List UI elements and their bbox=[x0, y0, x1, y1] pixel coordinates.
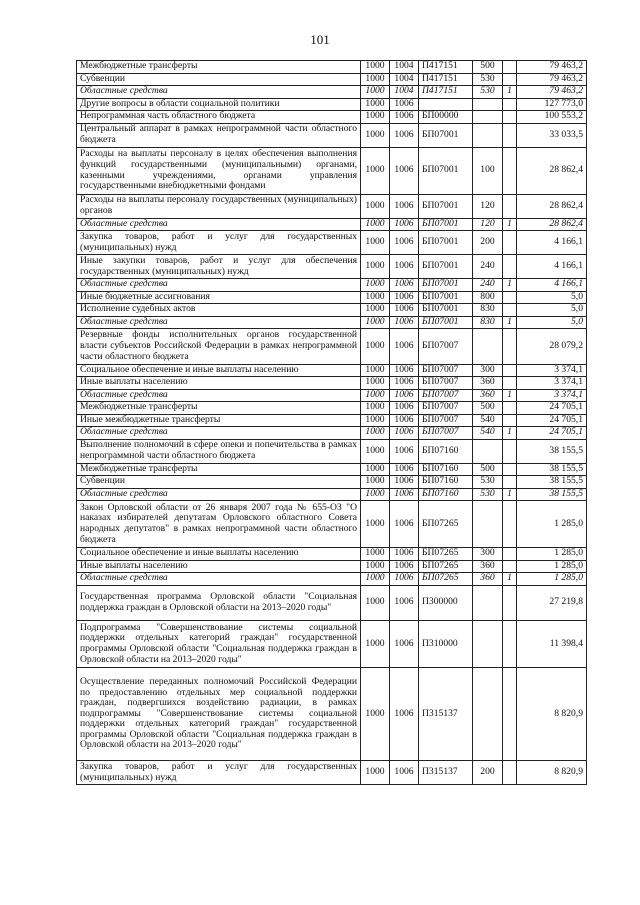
cell-amount: 3 374,1 bbox=[517, 377, 587, 390]
cell-target-item: БП07160 bbox=[419, 476, 473, 489]
cell-target-item: БП07265 bbox=[419, 501, 473, 548]
cell-funding-source bbox=[503, 621, 517, 668]
cell-amount: 24 705,1 bbox=[517, 402, 587, 415]
cell-expense-type: 200 bbox=[473, 761, 503, 785]
cell-section: 1000 bbox=[361, 621, 390, 668]
cell-funding-source: 1 bbox=[503, 218, 517, 231]
cell-name: Социальное обеспечение и иные выплаты населению bbox=[77, 364, 361, 377]
cell-subsection: 1006 bbox=[390, 548, 419, 561]
cell-target-item: БП07160 bbox=[419, 439, 473, 463]
cell-subsection: 1006 bbox=[390, 147, 419, 194]
cell-funding-source: 1 bbox=[503, 86, 517, 99]
cell-funding-source: 1 bbox=[503, 316, 517, 329]
cell-name: Иные выплаты населению bbox=[77, 560, 361, 573]
cell-expense-type: 530 bbox=[473, 476, 503, 489]
cell-expense-type: 360 bbox=[473, 389, 503, 402]
cell-subsection: 1006 bbox=[390, 329, 419, 365]
cell-subsection: 1006 bbox=[390, 389, 419, 402]
cell-name: Выполнение полномочий в сфере опеки и попечительства в рамках непрограммной части областного бюджета bbox=[77, 439, 361, 463]
cell-target-item: БП07007 bbox=[419, 427, 473, 440]
table-row-regional-funds bbox=[77, 488, 587, 501]
cell-name: Иные бюджетные ассигнования bbox=[77, 291, 361, 304]
table-row-regional-funds bbox=[77, 316, 587, 329]
cell-subsection: 1006 bbox=[390, 364, 419, 377]
cell-subsection: 1006 bbox=[390, 585, 419, 621]
cell-funding-source bbox=[503, 463, 517, 476]
cell-expense-type bbox=[473, 123, 503, 147]
cell-subsection: 1006 bbox=[390, 304, 419, 317]
cell-funding-source bbox=[503, 364, 517, 377]
cell-target-item: БП07265 bbox=[419, 548, 473, 561]
cell-name: Расходы на выплаты персоналу государственных (муниципальных) органов bbox=[77, 194, 361, 218]
cell-target-item: БП07007 bbox=[419, 364, 473, 377]
cell-expense-type bbox=[473, 668, 503, 761]
cell-expense-type bbox=[473, 329, 503, 365]
cell-funding-source bbox=[503, 255, 517, 279]
table-row-regional-funds bbox=[77, 218, 587, 231]
cell-section: 1000 bbox=[361, 573, 390, 586]
cell-expense-type bbox=[473, 621, 503, 668]
cell-target-item: П310000 bbox=[419, 621, 473, 668]
cell-subsection: 1004 bbox=[390, 61, 419, 74]
cell-section: 1000 bbox=[361, 377, 390, 390]
cell-name: Областные средства bbox=[77, 488, 361, 501]
table-row bbox=[77, 414, 587, 427]
cell-target-item: БП07001 bbox=[419, 316, 473, 329]
cell-target-item: БП07007 bbox=[419, 389, 473, 402]
cell-section: 1000 bbox=[361, 73, 390, 86]
cell-amount: 79 463,2 bbox=[517, 86, 587, 99]
cell-name: Иные межбюджетные трансферты bbox=[77, 414, 361, 427]
table-row-regional-funds bbox=[77, 279, 587, 292]
cell-amount: 4 166,1 bbox=[517, 255, 587, 279]
cell-name: Исполнение судебных актов bbox=[77, 304, 361, 317]
table-row bbox=[77, 231, 587, 255]
cell-amount: 8 820,9 bbox=[517, 761, 587, 785]
cell-funding-source: 1 bbox=[503, 389, 517, 402]
cell-amount: 1 285,0 bbox=[517, 573, 587, 586]
cell-amount: 1 285,0 bbox=[517, 501, 587, 548]
cell-section: 1000 bbox=[361, 668, 390, 761]
cell-name: Иные закупки товаров, работ и услуг для обеспечения государственных (муниципальных) нужд bbox=[77, 255, 361, 279]
cell-section: 1000 bbox=[361, 123, 390, 147]
cell-expense-type: 500 bbox=[473, 61, 503, 74]
table-row bbox=[77, 123, 587, 147]
cell-target-item: БП07001 bbox=[419, 231, 473, 255]
cell-funding-source: 1 bbox=[503, 427, 517, 440]
cell-target-item: БП07007 bbox=[419, 402, 473, 415]
cell-funding-source bbox=[503, 123, 517, 147]
cell-subsection: 1006 bbox=[390, 377, 419, 390]
cell-target-item: БП07160 bbox=[419, 488, 473, 501]
cell-expense-type: 120 bbox=[473, 194, 503, 218]
cell-funding-source bbox=[503, 402, 517, 415]
table-row bbox=[77, 476, 587, 489]
cell-name: Межбюджетные трансферты bbox=[77, 402, 361, 415]
table-row bbox=[77, 621, 587, 668]
cell-name: Центральный аппарат в рамках непрограммной части областного бюджета bbox=[77, 123, 361, 147]
cell-expense-type: 100 bbox=[473, 147, 503, 194]
table-row-regional-funds bbox=[77, 389, 587, 402]
cell-subsection: 1006 bbox=[390, 476, 419, 489]
cell-funding-source: 1 bbox=[503, 279, 517, 292]
cell-subsection: 1006 bbox=[390, 414, 419, 427]
cell-section: 1000 bbox=[361, 194, 390, 218]
cell-funding-source bbox=[503, 111, 517, 124]
table-row-regional-funds bbox=[77, 573, 587, 586]
table-row bbox=[77, 61, 587, 74]
cell-target-item: БП07007 bbox=[419, 377, 473, 390]
cell-subsection: 1006 bbox=[390, 560, 419, 573]
cell-expense-type: 540 bbox=[473, 414, 503, 427]
cell-amount: 5,0 bbox=[517, 291, 587, 304]
cell-funding-source bbox=[503, 560, 517, 573]
cell-expense-type: 360 bbox=[473, 573, 503, 586]
cell-amount: 1 285,0 bbox=[517, 560, 587, 573]
cell-target-item bbox=[419, 98, 473, 111]
cell-section: 1000 bbox=[361, 304, 390, 317]
cell-funding-source bbox=[503, 548, 517, 561]
cell-expense-type: 500 bbox=[473, 402, 503, 415]
cell-subsection: 1006 bbox=[390, 111, 419, 124]
cell-section: 1000 bbox=[361, 463, 390, 476]
cell-funding-source bbox=[503, 304, 517, 317]
cell-section: 1000 bbox=[361, 414, 390, 427]
cell-amount: 11 398,4 bbox=[517, 621, 587, 668]
cell-subsection: 1006 bbox=[390, 501, 419, 548]
cell-subsection: 1006 bbox=[390, 463, 419, 476]
cell-amount: 38 155,5 bbox=[517, 463, 587, 476]
cell-funding-source bbox=[503, 329, 517, 365]
table-row bbox=[77, 402, 587, 415]
cell-subsection: 1006 bbox=[390, 439, 419, 463]
table-row bbox=[77, 668, 587, 761]
cell-expense-type: 530 bbox=[473, 73, 503, 86]
cell-subsection: 1006 bbox=[390, 488, 419, 501]
cell-target-item: П417151 bbox=[419, 86, 473, 99]
cell-expense-type: 800 bbox=[473, 291, 503, 304]
cell-target-item: П417151 bbox=[419, 73, 473, 86]
table-row-regional-funds bbox=[77, 86, 587, 99]
cell-section: 1000 bbox=[361, 98, 390, 111]
cell-subsection: 1006 bbox=[390, 761, 419, 785]
cell-funding-source bbox=[503, 61, 517, 74]
cell-funding-source bbox=[503, 231, 517, 255]
cell-expense-type bbox=[473, 98, 503, 111]
cell-target-item: БП07160 bbox=[419, 463, 473, 476]
table-row bbox=[77, 560, 587, 573]
table-row bbox=[77, 194, 587, 218]
cell-amount: 4 166,1 bbox=[517, 279, 587, 292]
cell-amount: 127 773,0 bbox=[517, 98, 587, 111]
cell-expense-type: 240 bbox=[473, 255, 503, 279]
cell-name: Областные средства bbox=[77, 279, 361, 292]
cell-expense-type: 200 bbox=[473, 231, 503, 255]
cell-amount: 24 705,1 bbox=[517, 427, 587, 440]
cell-expense-type: 120 bbox=[473, 218, 503, 231]
cell-amount: 79 463,2 bbox=[517, 61, 587, 74]
cell-expense-type: 540 bbox=[473, 427, 503, 440]
cell-funding-source bbox=[503, 501, 517, 548]
cell-name: Областные средства bbox=[77, 218, 361, 231]
cell-section: 1000 bbox=[361, 476, 390, 489]
cell-target-item: БП07265 bbox=[419, 560, 473, 573]
cell-target-item: БП07001 bbox=[419, 291, 473, 304]
cell-target-item: БП07001 bbox=[419, 147, 473, 194]
cell-target-item: БП07001 bbox=[419, 123, 473, 147]
table-row bbox=[77, 463, 587, 476]
cell-section: 1000 bbox=[361, 488, 390, 501]
cell-name: Областные средства bbox=[77, 427, 361, 440]
cell-expense-type bbox=[473, 439, 503, 463]
table-row bbox=[77, 73, 587, 86]
cell-expense-type: 360 bbox=[473, 377, 503, 390]
cell-amount: 1 285,0 bbox=[517, 548, 587, 561]
cell-subsection: 1006 bbox=[390, 291, 419, 304]
cell-name: Осуществление переданных полномочий Российской Федерации по предоставлению отдельных мер социальной поддержки граждан, подвергшихся воздействию радиации, в рамках подпрограммы "Совершенствование системы социальной поддержки отдельных категорий граждан" государственной программы Орловской области "Социальная поддержка граждан в Орловской области на 2013–2020 годы" bbox=[77, 668, 361, 761]
cell-name: Областные средства bbox=[77, 316, 361, 329]
cell-amount: 28 862,4 bbox=[517, 194, 587, 218]
cell-section: 1000 bbox=[361, 329, 390, 365]
cell-section: 1000 bbox=[361, 218, 390, 231]
cell-subsection: 1006 bbox=[390, 231, 419, 255]
cell-expense-type: 830 bbox=[473, 304, 503, 317]
cell-expense-type: 830 bbox=[473, 316, 503, 329]
cell-name: Субвенции bbox=[77, 476, 361, 489]
cell-subsection: 1006 bbox=[390, 316, 419, 329]
cell-funding-source: 1 bbox=[503, 488, 517, 501]
cell-expense-type: 240 bbox=[473, 279, 503, 292]
cell-section: 1000 bbox=[361, 111, 390, 124]
cell-amount: 5,0 bbox=[517, 316, 587, 329]
cell-subsection: 1006 bbox=[390, 621, 419, 668]
cell-subsection: 1006 bbox=[390, 668, 419, 761]
cell-funding-source bbox=[503, 585, 517, 621]
cell-section: 1000 bbox=[361, 439, 390, 463]
cell-amount: 4 166,1 bbox=[517, 231, 587, 255]
cell-name: Закон Орловской области от 26 января 2007 года № 655-ОЗ "О наказах избирателей депутатам Орловского областного Совета народных депутатов" в рамках непрограммной части областного бюджета bbox=[77, 501, 361, 548]
cell-name: Подпрограмма "Совершенствование системы социальной поддержки отдельных категорий граждан" государственной программы Орловской области "Социальная поддержка граждан в Орловской области на 2013–2020 годы" bbox=[77, 621, 361, 668]
cell-target-item: П417151 bbox=[419, 61, 473, 74]
cell-section: 1000 bbox=[361, 86, 390, 99]
cell-name: Иные выплаты населению bbox=[77, 377, 361, 390]
cell-expense-type: 300 bbox=[473, 548, 503, 561]
cell-expense-type bbox=[473, 111, 503, 124]
cell-funding-source bbox=[503, 377, 517, 390]
cell-funding-source bbox=[503, 147, 517, 194]
table-row bbox=[77, 585, 587, 621]
cell-target-item: БП07001 bbox=[419, 218, 473, 231]
cell-section: 1000 bbox=[361, 548, 390, 561]
table-row bbox=[77, 304, 587, 317]
cell-funding-source bbox=[503, 668, 517, 761]
table-row bbox=[77, 548, 587, 561]
cell-name: Областные средства bbox=[77, 86, 361, 99]
cell-name: Непрограммная часть областного бюджета bbox=[77, 111, 361, 124]
cell-section: 1000 bbox=[361, 427, 390, 440]
cell-section: 1000 bbox=[361, 501, 390, 548]
cell-subsection: 1004 bbox=[390, 86, 419, 99]
table-row bbox=[77, 377, 587, 390]
cell-funding-source bbox=[503, 476, 517, 489]
cell-target-item: БП07001 bbox=[419, 255, 473, 279]
cell-section: 1000 bbox=[361, 389, 390, 402]
cell-name: Государственная программа Орловской области "Социальная поддержка граждан в Орловской области на 2013–2020 годы" bbox=[77, 585, 361, 621]
cell-amount: 3 374,1 bbox=[517, 389, 587, 402]
table-row bbox=[77, 329, 587, 365]
cell-name: Межбюджетные трансферты bbox=[77, 463, 361, 476]
cell-name: Социальное обеспечение и иные выплаты населению bbox=[77, 548, 361, 561]
cell-name: Расходы на выплаты персоналу в целях обеспечения выполнения функций государственными (муниципальными) органами, казенными учреждениями, органами управления государственными внебюджетными фондами bbox=[77, 147, 361, 194]
cell-amount: 3 374,1 bbox=[517, 364, 587, 377]
cell-target-item: П315137 bbox=[419, 761, 473, 785]
cell-amount: 24 705,1 bbox=[517, 414, 587, 427]
cell-target-item: БП07007 bbox=[419, 414, 473, 427]
cell-section: 1000 bbox=[361, 585, 390, 621]
cell-target-item: БП07265 bbox=[419, 573, 473, 586]
table-row bbox=[77, 98, 587, 111]
cell-name: Субвенции bbox=[77, 73, 361, 86]
cell-section: 1000 bbox=[361, 61, 390, 74]
cell-target-item: П315137 bbox=[419, 668, 473, 761]
cell-amount: 28 079,2 bbox=[517, 329, 587, 365]
cell-target-item: БП07007 bbox=[419, 329, 473, 365]
cell-section: 1000 bbox=[361, 364, 390, 377]
cell-section: 1000 bbox=[361, 291, 390, 304]
table-row bbox=[77, 364, 587, 377]
cell-subsection: 1006 bbox=[390, 123, 419, 147]
cell-target-item: БП07001 bbox=[419, 194, 473, 218]
cell-section: 1000 bbox=[361, 279, 390, 292]
cell-amount: 38 155,5 bbox=[517, 439, 587, 463]
table-row bbox=[77, 111, 587, 124]
cell-subsection: 1006 bbox=[390, 402, 419, 415]
cell-funding-source bbox=[503, 414, 517, 427]
cell-expense-type bbox=[473, 585, 503, 621]
table-body bbox=[77, 61, 587, 785]
cell-section: 1000 bbox=[361, 147, 390, 194]
cell-name: Другие вопросы в области социальной политики bbox=[77, 98, 361, 111]
cell-expense-type bbox=[473, 501, 503, 548]
cell-target-item: БП07001 bbox=[419, 279, 473, 292]
cell-subsection: 1006 bbox=[390, 427, 419, 440]
cell-name: Закупка товаров, работ и услуг для государственных (муниципальных) нужд bbox=[77, 231, 361, 255]
cell-funding-source bbox=[503, 761, 517, 785]
cell-subsection: 1004 bbox=[390, 73, 419, 86]
cell-funding-source bbox=[503, 194, 517, 218]
budget-table bbox=[76, 60, 587, 785]
cell-amount: 8 820,9 bbox=[517, 668, 587, 761]
page-number: 101 bbox=[310, 32, 330, 47]
cell-name: Областные средства bbox=[77, 389, 361, 402]
cell-amount: 5,0 bbox=[517, 304, 587, 317]
cell-funding-source bbox=[503, 439, 517, 463]
cell-subsection: 1006 bbox=[390, 98, 419, 111]
table-row bbox=[77, 291, 587, 304]
cell-target-item: П300000 bbox=[419, 585, 473, 621]
table-row-regional-funds bbox=[77, 427, 587, 440]
cell-section: 1000 bbox=[361, 761, 390, 785]
cell-name: Областные средства bbox=[77, 573, 361, 586]
cell-target-item: БП07001 bbox=[419, 304, 473, 317]
cell-expense-type: 300 bbox=[473, 364, 503, 377]
cell-expense-type: 360 bbox=[473, 560, 503, 573]
table-row bbox=[77, 761, 587, 785]
cell-subsection: 1006 bbox=[390, 573, 419, 586]
cell-section: 1000 bbox=[361, 316, 390, 329]
cell-amount: 79 463,2 bbox=[517, 73, 587, 86]
cell-subsection: 1006 bbox=[390, 218, 419, 231]
cell-target-item: БП00000 bbox=[419, 111, 473, 124]
cell-amount: 38 155,5 bbox=[517, 476, 587, 489]
cell-funding-source bbox=[503, 73, 517, 86]
cell-section: 1000 bbox=[361, 560, 390, 573]
cell-expense-type: 530 bbox=[473, 488, 503, 501]
cell-subsection: 1006 bbox=[390, 194, 419, 218]
cell-name: Межбюджетные трансферты bbox=[77, 61, 361, 74]
cell-expense-type: 500 bbox=[473, 463, 503, 476]
cell-amount: 27 219,8 bbox=[517, 585, 587, 621]
cell-section: 1000 bbox=[361, 231, 390, 255]
cell-amount: 28 862,4 bbox=[517, 218, 587, 231]
cell-name: Резервные фонды исполнительных органов государственной власти субъектов Российской Федерации в рамках непрограммной части областного бюджета bbox=[77, 329, 361, 365]
cell-section: 1000 bbox=[361, 402, 390, 415]
table-row bbox=[77, 255, 587, 279]
cell-funding-source bbox=[503, 98, 517, 111]
table-row bbox=[77, 501, 587, 548]
cell-amount: 100 553,2 bbox=[517, 111, 587, 124]
cell-section: 1000 bbox=[361, 255, 390, 279]
table-row bbox=[77, 147, 587, 194]
cell-funding-source bbox=[503, 291, 517, 304]
cell-subsection: 1006 bbox=[390, 255, 419, 279]
cell-amount: 38 155,5 bbox=[517, 488, 587, 501]
cell-subsection: 1006 bbox=[390, 279, 419, 292]
cell-amount: 28 862,4 bbox=[517, 147, 587, 194]
cell-expense-type: 530 bbox=[473, 86, 503, 99]
table-row bbox=[77, 439, 587, 463]
cell-amount: 33 033,5 bbox=[517, 123, 587, 147]
cell-funding-source: 1 bbox=[503, 573, 517, 586]
cell-name: Закупка товаров, работ и услуг для государственных (муниципальных) нужд bbox=[77, 761, 361, 785]
